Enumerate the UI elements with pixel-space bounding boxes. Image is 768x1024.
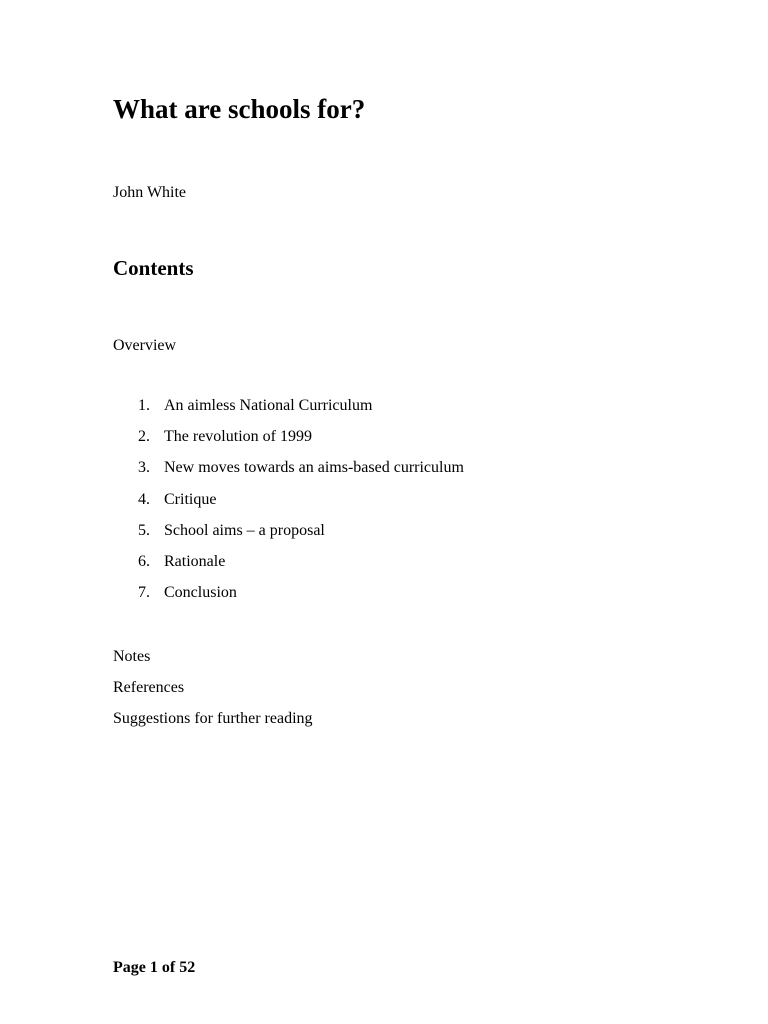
toc-item-number: 5. [138, 521, 150, 539]
toc-item-label: Rationale [164, 552, 226, 570]
toc-item [113, 426, 464, 457]
toc-item-number: 7. [138, 584, 150, 602]
page-indicator: Page 1 of 52 [113, 959, 196, 976]
toc-item-number: 1. [138, 397, 150, 414]
back-matter-list [113, 646, 313, 740]
toc-item [113, 395, 464, 426]
back-matter-further-reading: Suggestions for further reading [113, 710, 313, 728]
toc-item-number: 6. [138, 552, 150, 570]
toc-item-label: School aims – a proposal [164, 521, 325, 539]
toc-item-number: 3. [138, 459, 150, 477]
toc-item-label: Conclusion [164, 584, 237, 602]
toc-item-label: The revolution of 1999 [164, 428, 312, 446]
document-title: What are schools for? [113, 94, 366, 124]
toc-overview: Overview [113, 337, 177, 354]
back-matter-references: References [113, 679, 185, 697]
toc-item [113, 520, 464, 551]
toc-item-label: An aimless National Curriculum [164, 397, 373, 414]
toc-item-label: Critique [164, 490, 217, 508]
toc-item [113, 582, 464, 613]
author-name: John White [113, 184, 187, 201]
toc-item [113, 489, 464, 520]
contents-heading: Contents [113, 256, 194, 280]
toc-item-number: 4. [138, 490, 150, 508]
toc-item-number: 2. [138, 428, 150, 446]
back-matter-notes: Notes [113, 648, 151, 665]
toc-item-label: New moves towards an aims-based curriculum [164, 459, 464, 477]
toc-item [113, 457, 464, 488]
toc-item [113, 551, 464, 582]
toc-list [113, 395, 464, 613]
